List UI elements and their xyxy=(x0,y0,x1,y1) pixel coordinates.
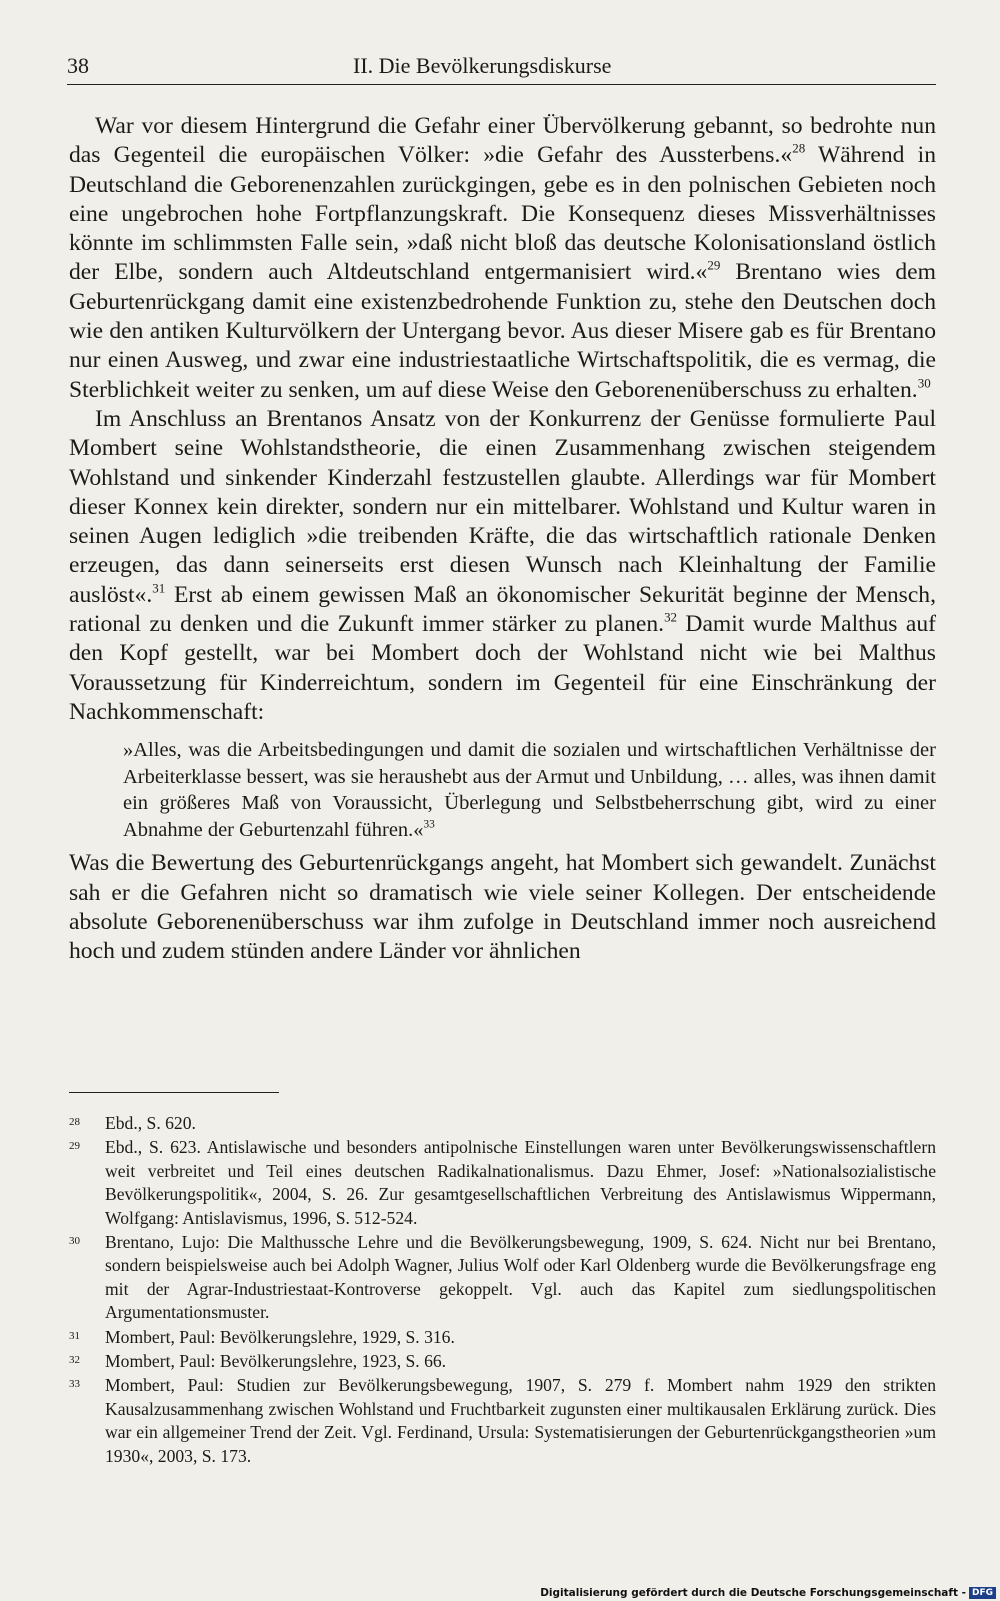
footnote-ref: 30 xyxy=(917,374,931,390)
block-quote: »Alles, was die Arbeitsbedingungen und damit die sozialen und wirtschaftlichen Verhältnisse der Arbeiterklasse bessert, was sie heraushebt aus der Armut und Unbildung, … alles, was ihnen damit ein größeres Maß von Voraussicht, Überlegung und Selbstbeherrschung gibt, wird zu einer Abnahme der Geburtenzahl führen.«$^{33}$ xyxy=(123,739,936,841)
footnote xyxy=(69,1374,936,1468)
footnote-ref: 31 xyxy=(152,580,166,596)
digitization-text: Digitalisierung gefördert durch die Deutsche Forschungsgemeinschaft - xyxy=(540,1587,966,1599)
footnote-text: Mombert, Paul: Bevölkerungslehre, 1923, S. 66. xyxy=(105,1351,447,1372)
body-text xyxy=(69,112,936,966)
footnote-text: Ebd., S. 620. xyxy=(105,1113,196,1133)
footnote-text: Mombert, Paul: Studien zur Bevölkerungsbewegung, 1907, S. 279 f. Mombert nahm 1929 den strikten Kausalzusammenhang zwischen Wohlstand und Fruchtbarkeit zugunsten einer multikausalen Erklärung zurück. Dies war ein allgemeiner Trend der Zeit. Vgl. Ferdinand, Ursula: Systematisierungen der Geburtenrückgangstheorien »um 1930«, 2003, S. 173. xyxy=(105,1375,936,1466)
footnote-number: 32 xyxy=(69,1354,80,1367)
footnote-number: 28 xyxy=(69,1116,80,1128)
footnote xyxy=(69,1231,936,1325)
footnote-ref: 33 xyxy=(423,818,435,831)
footnote-divider xyxy=(69,1092,279,1093)
footnote-ref: 32 xyxy=(664,609,678,625)
footnote-number: 31 xyxy=(69,1329,80,1342)
dfg-logo: DFG xyxy=(969,1587,996,1599)
digitization-notice xyxy=(540,1587,996,1599)
footnote-text: Brentano, Lujo: Die Malthussche Lehre und die Bevölkerungsbewegung, 1909, S. 624. Nicht nur bei Brentano, sondern beispielsweise auch bei Adolph Wagner, Julius Wolf oder Karl Oldenberg wurde die Bevölkerungsfrage eng mit der Agrar-Industriestaat-Kontroverse gekoppelt. Vgl. auch das Kapitel zum siedlungspolitischen Argumentationsmuster. xyxy=(105,1232,936,1323)
page-number: 38 xyxy=(67,53,89,78)
footnotes xyxy=(69,1112,936,1469)
footnote-text: Ebd., S. 623. Antislawische und besonders antipolnische Einstellungen waren unter Bevölkerungswissenschaftlern weit verbreitet und Teil eines deutschen Radikalnationalismus. Dazu Ehmer, Josef: »Nationalsozialistische Bevölkerungspolitik«, 2004, S. 26. Zur gesamtgesellschaftlichen Verbreitung des Antislawismus Wippermann, Wolfgang: Antislavismus, 1996, S. 512-524. xyxy=(105,1137,936,1228)
footnote-number: 30 xyxy=(69,1235,80,1248)
footnote-ref: 29 xyxy=(707,257,721,273)
paragraph: War vor diesem Hintergrund die Gefahr einer Übervölkerung gebannt, so bedrohte nun das Gegenteil die europäischen Völker: »die Gefahr des Aussterbens.«$^{28}$ Während in Deutschland die Geborenenzahlen zurückgingen, gebe es in den polnischen Gebieten noch eine ungebrochen hohe Fortpflanzungskraft. Die Konsequenz dieses Missverhältnisses könnte im schlimmsten Falle sein, »daß nicht bloß das deutsche Kolonisationsland östlich der Elbe, sondern auch Altdeutschland entgermanisiert wird.«$^{29}$ Brentano wies dem Geburtenrückgang damit eine existenzbedrohende Funktion zu, stehe den Deutschen doch wie den antiken Kulturvölkern der Untergang bevor. Aus dieser Misere gab es für Brentano nur einen Ausweg, und zwar eine industriestaatliche Wirtschaftspolitik, die es vermag, die Sterblichkeit weiter zu senken, um auf diese Weise den Geborenenüberschuss zu erhalten.$^{30}$ xyxy=(69,113,937,403)
chapter-title: II. Die Bevölkerungsdiskurse xyxy=(353,53,612,78)
footnote-number: 33 xyxy=(69,1378,80,1391)
paragraph: Im Anschluss an Brentanos Ansatz von der Konkurrenz der Genüsse formulierte Paul Mombert seine Wohlstandstheorie, die einen Zusammenhang zwischen steigendem Wohlstand und sinkender Kinderzahl festzustellen glaubte. Allerdings war für Mombert dieser Konnex kein direkter, sondern nur ein mittelbarer. Wohlstand und Kultur waren in seinen Augen lediglich »die treibenden Kräfte, die das wirtschaftlich rationale Denken erzeugen, das dann seinerseits erst diesen Wunsch nach Kleinhaltung der Familie auslöst«.$^{31}$ Erst ab einem gewissen Maß an ökonomischer Sekurität beginne der Mensch, rational zu denken und die Zukunft immer stärker zu planen.$^{32}$ Damit wurde Malthus auf den Kopf gestellt, war bei Mombert doch der Wohlstand nicht wie bei Malthus Voraussetzung für Kinderreichtum, sondern im Gegenteil für eine Einschränkung der Nachkommenschaft: xyxy=(69,405,936,725)
footnote-number: 29 xyxy=(69,1140,80,1153)
running-header xyxy=(67,52,936,85)
footnote xyxy=(69,1326,936,1349)
footnote-text: Mombert, Paul: Bevölkerungslehre, 1929, S. 316. xyxy=(105,1326,455,1347)
footnote-ref: 28 xyxy=(792,140,806,156)
paragraph: Was die Bewertung des Geburtenrückgangs angeht, hat Mombert sich gewandelt. Zunächst sah er die Gefahren nicht so dramatisch wie viele seiner Kollegen. Der entscheidende absolute Geborenenüberschuss war ihm zufolge in Deutschland immer noch ausreichend hoch und zudem stünden andere Länder vor ähnlichen xyxy=(69,850,936,965)
footnote xyxy=(69,1136,936,1230)
footnote xyxy=(69,1112,936,1135)
footnote xyxy=(69,1350,936,1373)
